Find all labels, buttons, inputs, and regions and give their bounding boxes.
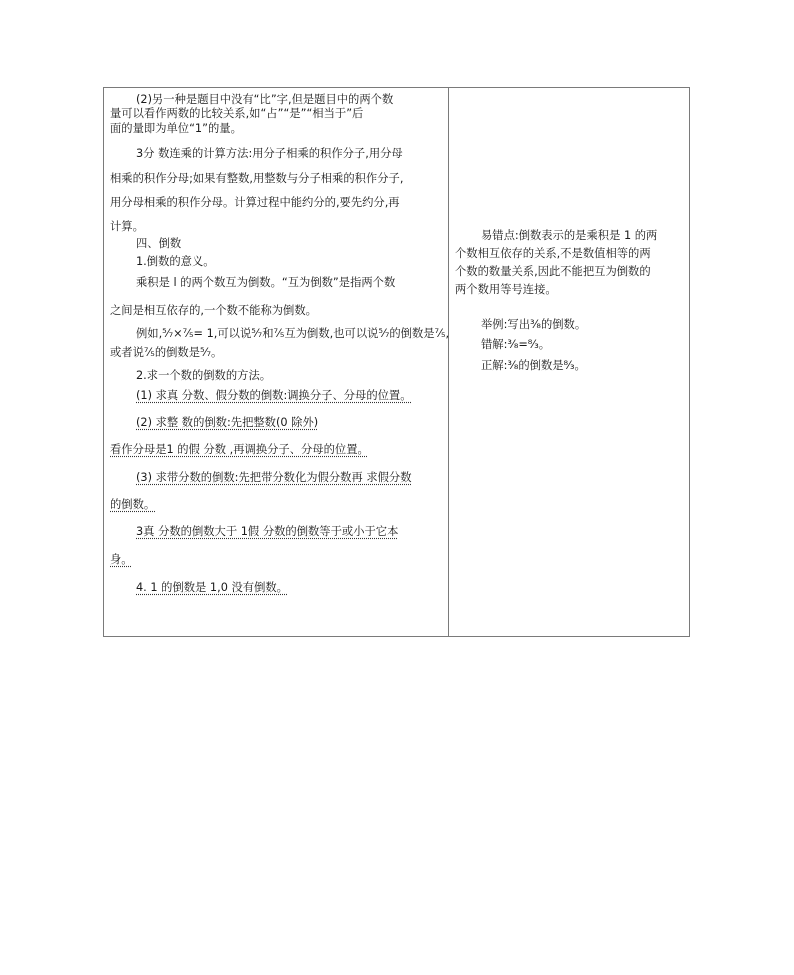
note-line: 易错点:倒数表示的是乘积是 1 的两 xyxy=(481,229,658,242)
text-line: 计算。 xyxy=(110,220,144,233)
text-line: 3分 数连乘的计算方法:用分子相乘的积作分子,用分母 xyxy=(136,147,403,160)
text-line: 乘积是 l 的两个数互为倒数。“互为倒数”是指两个数 xyxy=(136,276,396,289)
wrong-answer: 错解:³⁄₈=⁸⁄₃。 xyxy=(481,338,551,351)
method-line: 的倒数。 xyxy=(110,498,156,511)
note-line: 个数的数量关系,因此不能把互为倒数的 xyxy=(455,265,651,278)
text-line: 之间是相互依存的,一个数不能称为倒数。 xyxy=(110,304,317,317)
method-line: (2) 求整 数的倒数:先把整数(0 除外) xyxy=(136,416,319,429)
text-line: 3真 分数的倒数大于 1假 分数的倒数等于或小于它本 xyxy=(136,525,399,538)
main-content-cell xyxy=(104,88,448,636)
note-line: 两个数用等号连接。 xyxy=(455,283,557,296)
text-line: 面的量即为单位“1”的量。 xyxy=(110,122,242,135)
method-line: 看作分母是1 的假 分数 ,再调换分子、分母的位置。 xyxy=(110,443,369,456)
text-line: 身。 xyxy=(110,553,133,566)
notes-cell xyxy=(449,88,689,636)
subheading: 2.求一个数的倒数的方法。 xyxy=(136,369,272,382)
text-line: 4. 1 的倒数是 1,0 没有倒数。 xyxy=(136,581,288,594)
subheading: 1.倒数的意义。 xyxy=(136,255,215,268)
text-line: 用分母相乘的积作分母。计算过程中能约分的,要先约分,再 xyxy=(110,196,400,209)
method-line: (1) 求真 分数、假分数的倒数:调换分子、分母的位置。 xyxy=(136,389,412,402)
notes-table xyxy=(103,87,690,637)
text-line: 量可以看作两数的比较关系,如“占”“是”“相当于”后 xyxy=(110,107,364,120)
correct-answer: 正解:³⁄₈的倒数是⁸⁄₃。 xyxy=(481,359,586,372)
note-line: 个数相互依存的关系,不是数值相等的两 xyxy=(455,247,651,260)
section-heading: 四、倒数 xyxy=(136,237,182,250)
example-line: 或者说⁷⁄₅的倒数是⁵⁄₇。 xyxy=(110,346,223,359)
example-question: 举例:写出³⁄₈的倒数。 xyxy=(481,318,587,331)
text-line: (2)另一种是题目中没有“比”字,但是题目中的两个数 xyxy=(136,93,394,106)
text-line: 相乘的积作分母;如果有整数,用整数与分子相乘的积作分子, xyxy=(110,172,404,185)
example-line: 例如,⁵⁄₇×⁷⁄₅= 1,可以说⁵⁄₇和⁷⁄₅互为倒数,也可以说⁵⁄₇的倒数是⁷⁄₅, xyxy=(136,327,450,340)
method-line: (3) 求带分数的倒数:先把带分数化为假分数再 求假分数 xyxy=(136,471,412,484)
